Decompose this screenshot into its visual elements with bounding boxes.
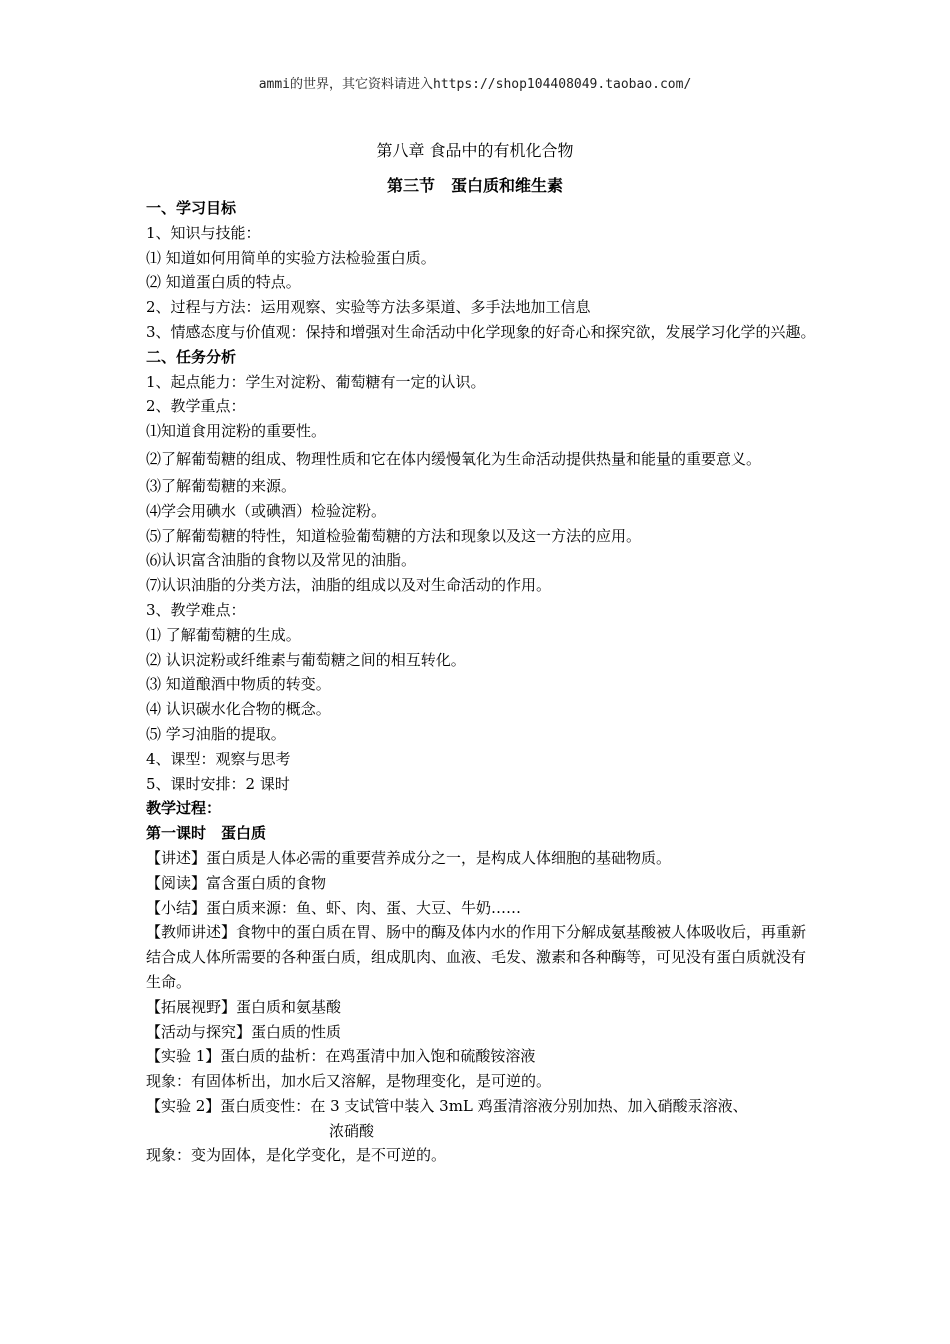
text-line: 【活动与探究】蛋白质的性质 (146, 1022, 342, 1041)
text-paragraph: 3、情感态度与价值观：保持和增强对生命活动中化学现象的好奇心和探究欲，发展学习化学的兴趣。 (146, 322, 816, 341)
text-line: ⑷学会用碘水（或碘酒）检验淀粉。 (146, 501, 387, 520)
text-line: 现象：变为固体，是化学变化，是不可逆的。 (146, 1146, 447, 1165)
chapter-title: 第八章 食品中的有机化合物 (376, 141, 574, 160)
text-line: 【实验 1】蛋白质的盐析：在鸡蛋清中加入饱和硫酸铵溶液 (146, 1047, 536, 1066)
text-line: ⑶了解葡萄糖的来源。 (146, 476, 297, 495)
page-header: ammi的世界，其它资料请进入https://shop104408049.taobao.com/ (258, 77, 692, 92)
text-paragraph: 【教师讲述】食物中的蛋白质在胃、肠中的酶及体内水的作用下分解成氨基酸被人体吸收后，再重新结合成人体所需要的各种蛋白质，组成肌肉、血液、毛发、激素和各种酶等，可见没有蛋白质就没有生命。 (146, 923, 807, 991)
text-line: ⑺认识油脂的分类方法，油脂的组成以及对生命活动的作用。 (146, 576, 552, 595)
text-line: 2、教学重点： (146, 397, 246, 416)
text-line: 【阅读】富含蛋白质的食物 (146, 873, 327, 892)
text-line: ⑹认识富含油脂的食物以及常见的油脂。 (146, 551, 417, 570)
text-line: 1、起点能力：学生对淀粉、葡萄糖有一定的认识。 (146, 372, 486, 391)
text-line: ⑴ 了解葡萄糖的生成。 (146, 625, 301, 644)
text-line: ⑴知道食用淀粉的重要性。 (146, 422, 327, 441)
section-title: 第三节 蛋白质和维生素 (386, 176, 563, 195)
text-line: 浓硝酸 (329, 1121, 375, 1140)
document-body (146, 196, 816, 1168)
text-line: 【实验 2】蛋白质变性：在 3 支试管中装入 3mL 鸡蛋清溶液分别加热、加入硝酸汞溶液、 (146, 1096, 748, 1115)
text-line: ⑵ 知道蛋白质的特点。 (146, 273, 301, 292)
text-line: 【讲述】蛋白质是人体必需的重要营养成分之一，是构成人体细胞的基础物质。 (146, 848, 672, 867)
heading-task-analysis: 二、任务分析 (146, 347, 237, 366)
text-line: ⑵ 认识淀粉或纤维素与葡萄糖之间的相互转化。 (146, 650, 466, 669)
heading-first-lesson: 第一课时 蛋白质 (146, 824, 267, 843)
text-line: ⑸ 学习油脂的提取。 (146, 724, 286, 743)
text-line: 4、课型：观察与思考 (146, 749, 291, 768)
text-line: 5、课时安排：2 课时 (146, 774, 290, 793)
text-line: ⑷ 认识碳水化合物的概念。 (146, 700, 331, 719)
text-line: 1、知识与技能： (146, 223, 261, 242)
text-line: 现象：有固体析出，加水后又溶解，是物理变化，是可逆的。 (146, 1072, 552, 1091)
text-line: 【拓展视野】蛋白质和氨基酸 (146, 997, 342, 1016)
text-line: ⑸了解葡萄糖的特性，知道检验葡萄糖的方法和现象以及这一方法的应用。 (146, 526, 642, 545)
heading-teaching-process: 教学过程： (146, 799, 222, 818)
text-line: ⑴ 知道如何用简单的实验方法检验蛋白质。 (146, 248, 436, 267)
text-line: 2、过程与方法：运用观察、实验等方法多渠道、多手法地加工信息 (146, 298, 591, 317)
text-line: 3、教学难点： (146, 600, 246, 619)
text-line: 【小结】蛋白质来源：鱼、虾、肉、蛋、大豆、牛奶…… (146, 898, 522, 917)
heading-learning-goals: 一、学习目标 (146, 199, 237, 217)
text-paragraph: ⑵了解葡萄糖的组成、物理性质和它在体内缓慢氧化为生命活动提供热量和能量的重要意义。 (146, 449, 762, 468)
text-line: ⑶ 知道酿酒中物质的转变。 (146, 675, 331, 694)
